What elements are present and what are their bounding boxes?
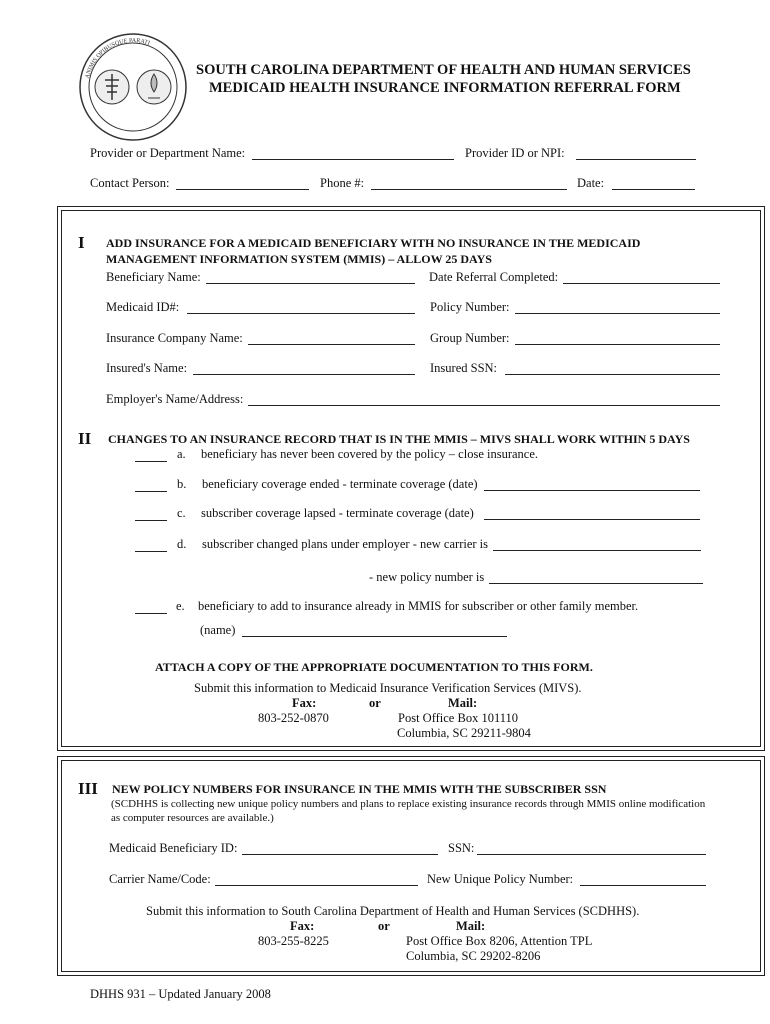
seal-text: ANIMIS OPIBUSQUE PARATI <box>84 37 151 80</box>
date-label: Date: <box>577 176 605 190</box>
provider-id-label: Provider ID or NPI: <box>465 146 565 160</box>
employer-field[interactable] <box>248 393 720 406</box>
mivs-fax-label: Fax: <box>292 696 317 710</box>
scdhhs-fax-label: Fax: <box>290 919 315 933</box>
item-c-text: subscriber coverage lapsed - terminate coverage (date) <box>201 506 474 520</box>
item-a-checkline[interactable] <box>135 449 167 462</box>
insured-name-field[interactable] <box>193 362 415 375</box>
new-unique-policy-label: New Unique Policy Number: <box>427 872 574 886</box>
section-1-heading-line2: MANAGEMENT INFORMATION SYSTEM (MMIS) – ALLOW 25 DAYS <box>106 252 492 266</box>
beneficiary-name-field[interactable] <box>206 271 415 284</box>
provider-name-label: Provider or Department Name: <box>90 146 246 160</box>
phone-field[interactable] <box>371 177 567 190</box>
new-unique-policy-field[interactable] <box>580 873 706 886</box>
ssn-label: SSN: <box>448 841 475 855</box>
provider-id-field[interactable] <box>576 147 696 160</box>
form-title-line1: SOUTH CAROLINA DEPARTMENT OF HEALTH AND HUMAN SERVICES <box>196 62 691 78</box>
section-3-numeral: III <box>78 779 98 798</box>
beneficiary-name-label: Beneficiary Name: <box>106 270 201 284</box>
item-c-date-field[interactable] <box>484 507 700 520</box>
new-carrier-field[interactable] <box>493 538 701 551</box>
medicaid-id-label: Medicaid ID#: <box>106 300 180 314</box>
group-number-field[interactable] <box>515 332 720 345</box>
scdhhs-mail-line2: Columbia, SC 29202-8206 <box>406 949 541 963</box>
employer-label: Employer's Name/Address: <box>106 392 244 406</box>
item-c-letter: c. <box>177 506 186 520</box>
insured-ssn-label: Insured SSN: <box>430 361 498 375</box>
attach-notice: ATTACH A COPY OF THE APPROPRIATE DOCUMENTATION TO THIS FORM. <box>155 660 593 674</box>
item-b-date-field[interactable] <box>484 478 700 491</box>
family-member-name-label: (name) <box>200 623 236 637</box>
carrier-label: Carrier Name/Code: <box>109 872 211 886</box>
beneficiary-id-field[interactable] <box>242 842 438 855</box>
date-referral-field[interactable] <box>563 271 720 284</box>
new-policy-number-field[interactable] <box>489 571 703 584</box>
medicaid-id-field[interactable] <box>187 301 415 314</box>
section-2-heading: CHANGES TO AN INSURANCE RECORD THAT IS IN THE MMIS – MIVS SHALL WORK WITHIN 5 DAYS <box>108 432 690 446</box>
ssn-field[interactable] <box>477 842 706 855</box>
item-b-checkline[interactable] <box>135 479 167 492</box>
item-a-text: beneficiary has never been covered by the policy – close insurance. <box>201 447 539 461</box>
section-3-note-line2: as computer resources are available.) <box>111 812 274 824</box>
item-b-text: beneficiary coverage ended - terminate coverage (date) <box>202 477 478 491</box>
mivs-submit-text: Submit this information to Medicaid Insurance Verification Services (MIVS). <box>194 681 582 695</box>
item-d-text: subscriber changed plans under employer - new carrier is <box>202 537 488 551</box>
scdhhs-fax-number: 803-255-8225 <box>258 934 329 948</box>
policy-number-label: Policy Number: <box>430 300 510 314</box>
state-seal <box>78 32 188 142</box>
phone-label: Phone #: <box>320 176 365 190</box>
item-a-letter: a. <box>177 447 186 461</box>
family-member-name-field[interactable] <box>242 624 507 637</box>
mivs-mail-line2: Columbia, SC 29211-9804 <box>397 726 531 740</box>
mivs-or-label: or <box>369 696 381 710</box>
scdhhs-mail-label: Mail: <box>456 919 486 933</box>
contact-person-label: Contact Person: <box>90 176 170 190</box>
item-d-checkline[interactable] <box>135 539 167 552</box>
insured-ssn-field[interactable] <box>505 362 720 375</box>
item-b-letter: b. <box>177 477 187 491</box>
section-3-note-line1: (SCDHHS is collecting new unique policy numbers and plans to replace existing insurance records through MMIS online modification <box>111 798 706 810</box>
scdhhs-or-label: or <box>378 919 390 933</box>
date-field[interactable] <box>612 177 695 190</box>
section-1-numeral: I <box>78 233 85 252</box>
section-2-numeral: II <box>78 429 92 448</box>
scdhhs-submit-text: Submit this information to South Carolina Department of Health and Human Services (SCDHHS). <box>146 904 640 918</box>
scdhhs-mail-line1: Post Office Box 8206, Attention TPL <box>406 934 593 948</box>
section-1-heading-line1: ADD INSURANCE FOR A MEDICAID BENEFICIARY WITH NO INSURANCE IN THE MEDICAID <box>106 236 641 250</box>
contact-person-field[interactable] <box>176 177 309 190</box>
beneficiary-id-label: Medicaid Beneficiary ID: <box>109 841 238 855</box>
new-policy-number-label: - new policy number is <box>369 570 485 584</box>
item-d-letter: d. <box>177 537 187 551</box>
item-c-checkline[interactable] <box>135 508 167 521</box>
item-e-text: beneficiary to add to insurance already in MMIS for subscriber or other family member. <box>198 599 639 613</box>
form-id-footer: DHHS 931 – Updated January 2008 <box>90 987 271 1001</box>
insurance-company-label: Insurance Company Name: <box>106 331 243 345</box>
insurance-company-field[interactable] <box>248 332 415 345</box>
mivs-mail-label: Mail: <box>448 696 478 710</box>
policy-number-field[interactable] <box>515 301 720 314</box>
mivs-mail-line1: Post Office Box 101110 <box>398 711 519 725</box>
item-e-letter: e. <box>176 599 185 613</box>
provider-name-field[interactable] <box>252 147 454 160</box>
insured-name-label: Insured's Name: <box>106 361 188 375</box>
item-e-checkline[interactable] <box>135 601 167 614</box>
date-referral-label: Date Referral Completed: <box>429 270 559 284</box>
carrier-field[interactable] <box>215 873 418 886</box>
mivs-fax-number: 803-252-0870 <box>258 711 329 725</box>
section-3-heading: NEW POLICY NUMBERS FOR INSURANCE IN THE MMIS WITH THE SUBSCRIBER SSN <box>112 782 607 796</box>
form-title-line2: MEDICAID HEALTH INSURANCE INFORMATION REFERRAL FORM <box>209 80 681 96</box>
group-number-label: Group Number: <box>430 331 510 345</box>
